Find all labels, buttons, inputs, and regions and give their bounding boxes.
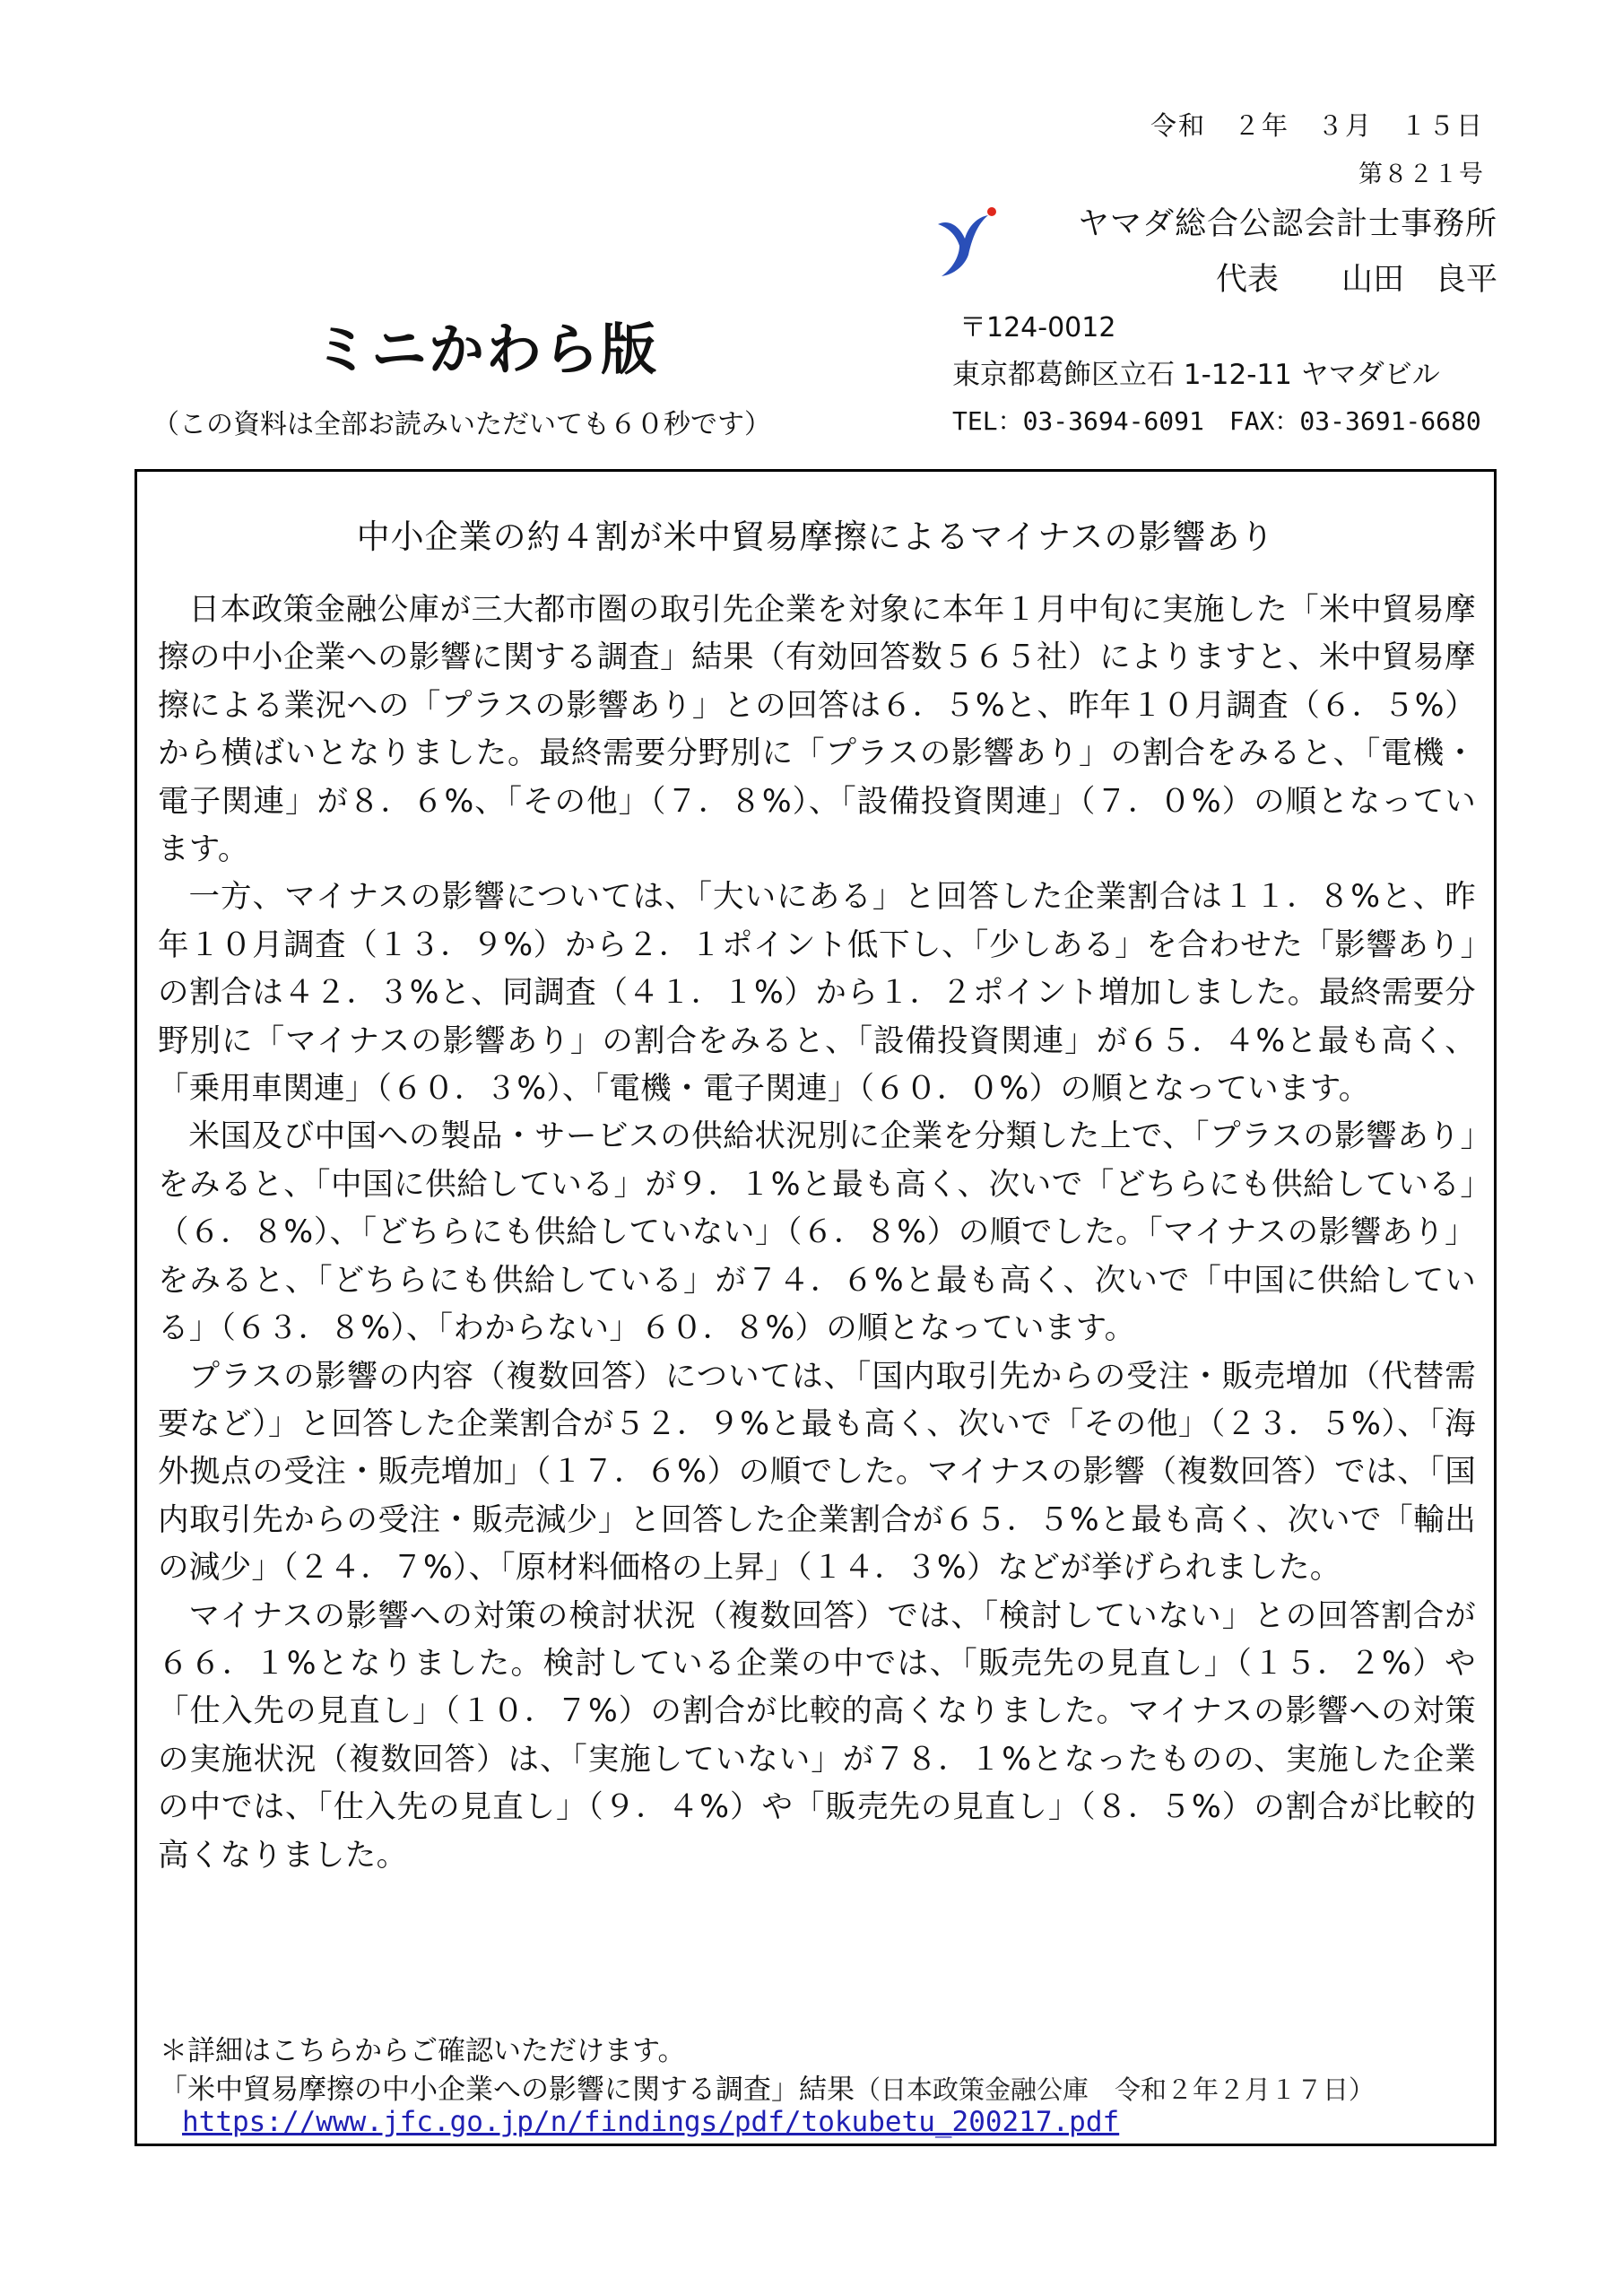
rep-title: 代表 <box>1215 262 1279 298</box>
firm-logo-icon <box>933 199 1004 280</box>
contact-numbers: TEL：03-3694-6091 FAX：03-3691-6680 <box>952 406 1481 436</box>
article-headline: 中小企業の約４割が米中貿易摩擦によるマイナスの影響あり <box>356 517 1275 556</box>
details-note: ＊詳細はこちらからご確認いただけます。 <box>160 2035 686 2067</box>
issue-date: 令和 ２年 ３月 １５日 <box>1150 110 1484 141</box>
publication-title: ミニかわら版 <box>314 317 659 382</box>
article-paragraph: 一方、マイナスの影響については、「大いにある」と回答した企業割合は１１．８%と、昨年１０月調査（１３．９%）から２．１ポイント低下し、「少しある」を合わせた「影響あり」の割合は４２．３%と、同調査（４１．１%）から１．２ポイント増加しました。最終需要分野別に「マイナスの影響あり」の割合をみると、「設備投資関連」が６５．４%と最も高く、「乗用車関連」（６０．３%）、「電機・電子関連」（６０．０%）の順となっています。 <box>158 879 1476 1108</box>
article-paragraph: マイナスの影響への対策の検討状況（複数回答）では、「検討していない」との回答割合が６６．１%となりました。検討している企業の中では、「販売先の見直し」（１５．２%）や「仕入先の見直し」（１０．７%）の割合が比較的高くなりました。マイナスの影響への対策の実施状況（複数回答）は、「実施していない」が７８．１%となったものの、実施した企業の中では、「仕入先の見直し」（９．４%）や「販売先の見直し」（８．５%）の割合が比較的高くなりました。 <box>158 1597 1476 1874</box>
publication-subtitle: （この資料は全部お読みいただいても６０秒です） <box>152 409 771 440</box>
article-body <box>158 587 1476 1880</box>
address: 東京都葛飾区立石 1-12-11 ヤマダビル <box>952 359 1440 391</box>
article-paragraph: プラスの影響の内容（複数回答）については、「国内取引先からの受注・販売増加（代替需要など）」と回答した企業割合が５２．９%と最も高く、次いで「その他」（２３．５%）、「海外拠点の受注・販売増加」（１７．６%）の順でした。マイナスの影響（複数回答）では、「国内取引先からの受注・販売減少」と回答した企業割合が６５．５%と最も高く、次いで「輸出の減少」（２４．７%）、「原材料価格の上昇」（１４．３%）などが挙げられました。 <box>158 1358 1476 1587</box>
rep-given-name: 良平 <box>1434 262 1497 298</box>
firm-name: ヤマダ総合公認会計士事務所 <box>1077 206 1497 242</box>
reference-title: 「米中貿易摩擦の中小企業への影響に関する調査」結果 <box>160 2074 855 2106</box>
article-box <box>135 469 1497 2146</box>
rep-surname: 山田 <box>1341 262 1404 298</box>
reference-source: （日本政策金融公庫 令和２年２月１７日） <box>855 2074 1376 2105</box>
issue-number: 第８２１号 <box>1358 161 1484 188</box>
representative <box>1216 255 1497 300</box>
article-paragraph: 日本政策金融公庫が三大都市圏の取引先企業を対象に本年１月中旬に実施した「米中貿易摩擦の中小企業への影響に関する調査」結果（有効回答数５６５社）によりますと、米中貿易摩擦による業況への「プラスの影響あり」との回答は６．５%と、昨年１０月調査（６．５%）から横ばいとなりました。最終需要分野別に「プラスの影響あり」の割合をみると、「電機・電子関連」が８．６%、「その他」（７．８%）、「設備投資関連」（７．０%）の順となっています。 <box>158 592 1476 868</box>
reference-link[interactable]: https://www.jfc.go.jp/n/findings/pdf/tokubetu_200217.pdf <box>182 2106 1120 2138</box>
postal-code: 〒124-0012 <box>959 312 1116 344</box>
reference-line <box>160 2066 1375 2107</box>
article-paragraph: 米国及び中国への製品・サービスの供給状況別に企業を分類した上で、「プラスの影響あり」をみると、「中国に供給している」が９．１%と最も高く、次いで「どちらにも供給している」（６．８%）、「どちらにも供給していない」（６．８%）の順でした。「マイナスの影響あり」をみると、「どちらにも供給している」が７４．６%と最も高く、次いで「中国に供給している」（６３．８%）、「わからない」６０．８%）の順となっています。 <box>158 1118 1476 1347</box>
